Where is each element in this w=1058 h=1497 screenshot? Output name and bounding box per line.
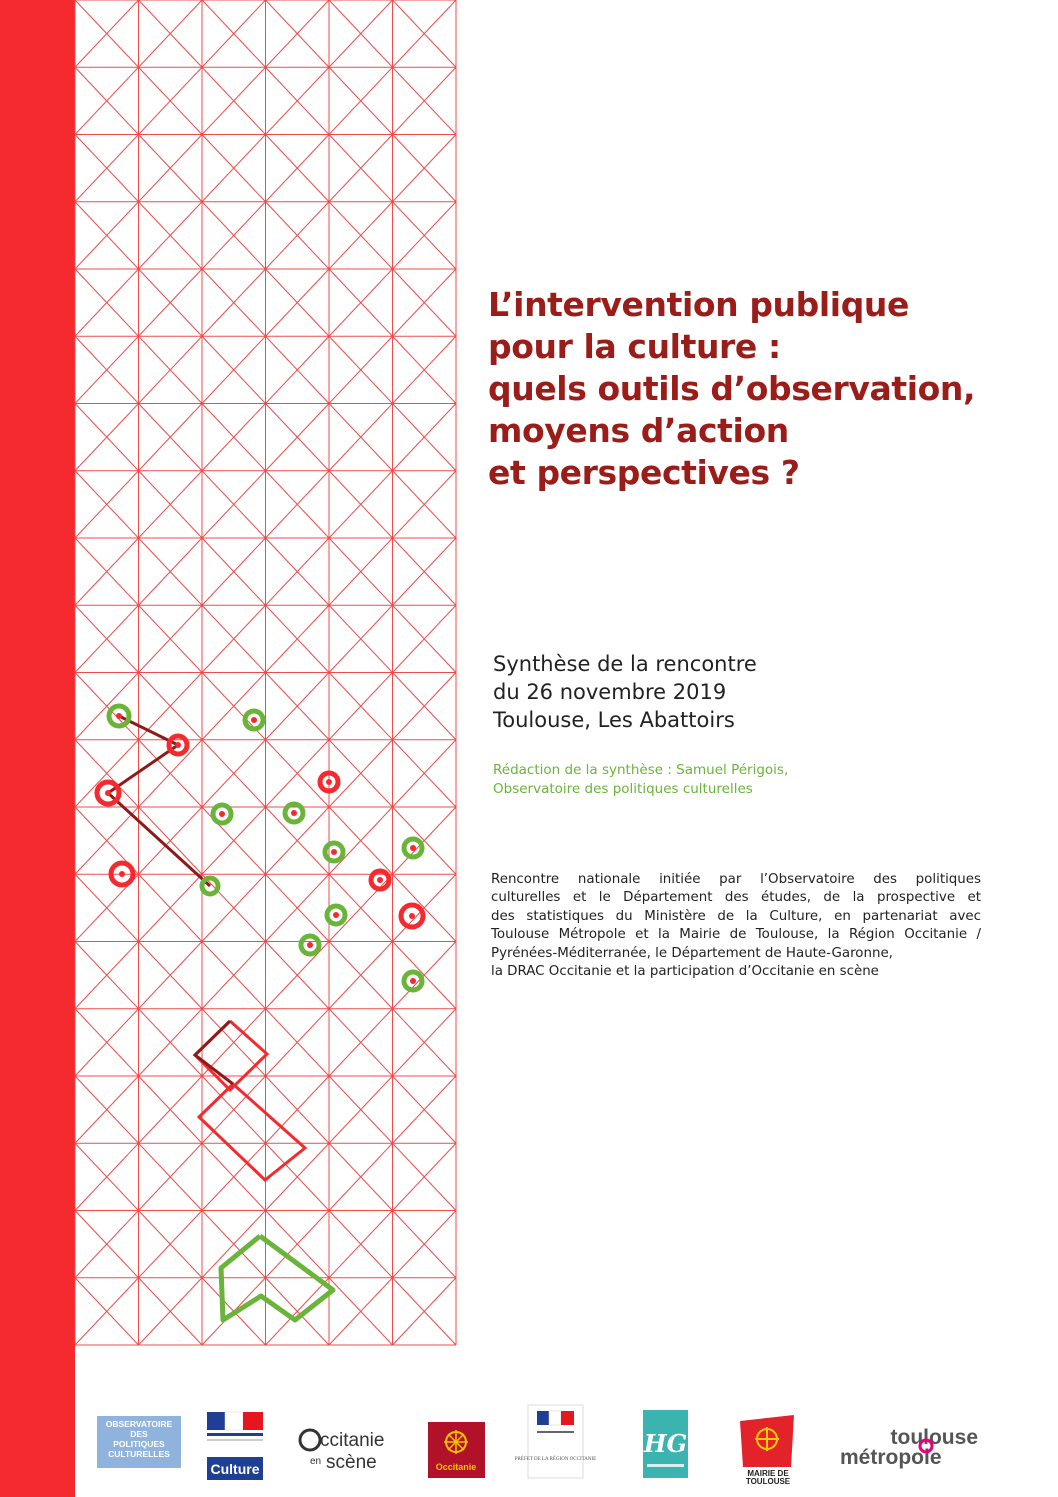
marker-center-dot: [307, 942, 313, 948]
marker-center-dot: [105, 790, 111, 796]
title-line: pour la culture :: [488, 327, 781, 366]
intro-line: des statistiques du Ministère de la Culture, en partenariat avec: [491, 908, 981, 924]
subtitle-line: Synthèse de la rencontre: [493, 652, 757, 676]
document-title: [488, 284, 1028, 494]
marker-center-dot: [409, 913, 415, 919]
mairie-toulouse-logo: [737, 1415, 799, 1485]
occitanie-scene-text: ccitanie: [320, 1430, 385, 1451]
prefet-logo: [514, 1405, 597, 1478]
occitanie-scene-text: scène: [326, 1452, 377, 1473]
observatoire-logo-text: OBSERVATOIRE: [105, 1419, 173, 1429]
metropole-logo-text: métropole: [840, 1446, 942, 1469]
intro-paragraph: [491, 871, 981, 981]
subtitle-line: du 26 novembre 2019: [493, 680, 727, 704]
title-line: et perspectives ?: [488, 453, 800, 492]
haute-garonne-logo: [643, 1410, 688, 1478]
observatoire-logo-text: CULTURELLES: [108, 1449, 170, 1459]
intro-line: Toulouse Métropole et la Mairie de Toulouse, la Région Occitanie /: [491, 927, 981, 943]
subtitle-line: Toulouse, Les Abattoirs: [493, 708, 735, 732]
title-line: quels outils d’observation,: [488, 369, 976, 408]
red-shape: [199, 1084, 305, 1180]
marker-center-dot: [119, 871, 125, 877]
redaction-line: Rédaction de la synthèse : Samuel Périgois,: [493, 762, 789, 778]
haute-garonne-logo-text: HG: [643, 1429, 688, 1458]
marker-center-dot: [251, 717, 257, 723]
prefet-logo-text: PRÉFET DE LA RÉGION OCCITANIE: [514, 1457, 597, 1462]
title-line: L’intervention publique: [488, 285, 909, 324]
intro-line: culturelles et le Département des études, de la prospective et: [491, 890, 981, 906]
title-line: moyens d’action: [488, 411, 789, 450]
observatoire-logo-text: DES: [130, 1429, 148, 1439]
marker-center-dot: [326, 779, 332, 785]
region-logo-text: Occitanie: [435, 1462, 477, 1472]
occitanie-scene-text: en: [310, 1456, 322, 1467]
intro-line: Pyrénées-Méditerranée, le Département de Haute-Garonne,: [491, 945, 893, 961]
grid-pattern-artwork: [75, 0, 456, 1345]
marker-center-dot: [377, 877, 383, 883]
redaction-credit: [493, 761, 1013, 799]
marker-center-dot: [410, 845, 416, 851]
mairie-logo-text: TOULOUSE: [745, 1477, 791, 1486]
toulouse-metropole-logo: [838, 1424, 982, 1470]
marker-center-dot: [175, 742, 181, 748]
observatoire-logo: [97, 1416, 181, 1468]
intro-line: la DRAC Occitanie et la participation d’Occitanie en scène: [491, 964, 879, 980]
redaction-line: Observatoire des politiques culturelles: [493, 781, 753, 797]
occitanie-en-scene-logo: [296, 1418, 400, 1474]
marker-center-dot: [291, 810, 297, 816]
marker-center-dot: [331, 849, 337, 855]
red-side-band: [0, 0, 75, 1497]
meeting-subtitle: [493, 650, 1013, 734]
marker-center-dot: [410, 978, 416, 984]
marker-center-dot: [219, 811, 225, 817]
marker-center-dot: [333, 912, 339, 918]
intro-line: Rencontre nationale initiée par l’Observatoire des politiques: [491, 872, 981, 887]
ministere-logo-text: Culture: [210, 1461, 260, 1477]
marker-center-dot: [116, 713, 122, 719]
observatoire-logo-text: POLITIQUES: [113, 1439, 165, 1449]
mairie-logo-text: MAIRIE DE: [747, 1469, 789, 1478]
ministere-culture-logo: [207, 1412, 263, 1480]
region-occitanie-logo: [428, 1422, 485, 1478]
metropole-logo-text: toulouse: [890, 1426, 978, 1449]
dark-red-path: [108, 716, 210, 886]
